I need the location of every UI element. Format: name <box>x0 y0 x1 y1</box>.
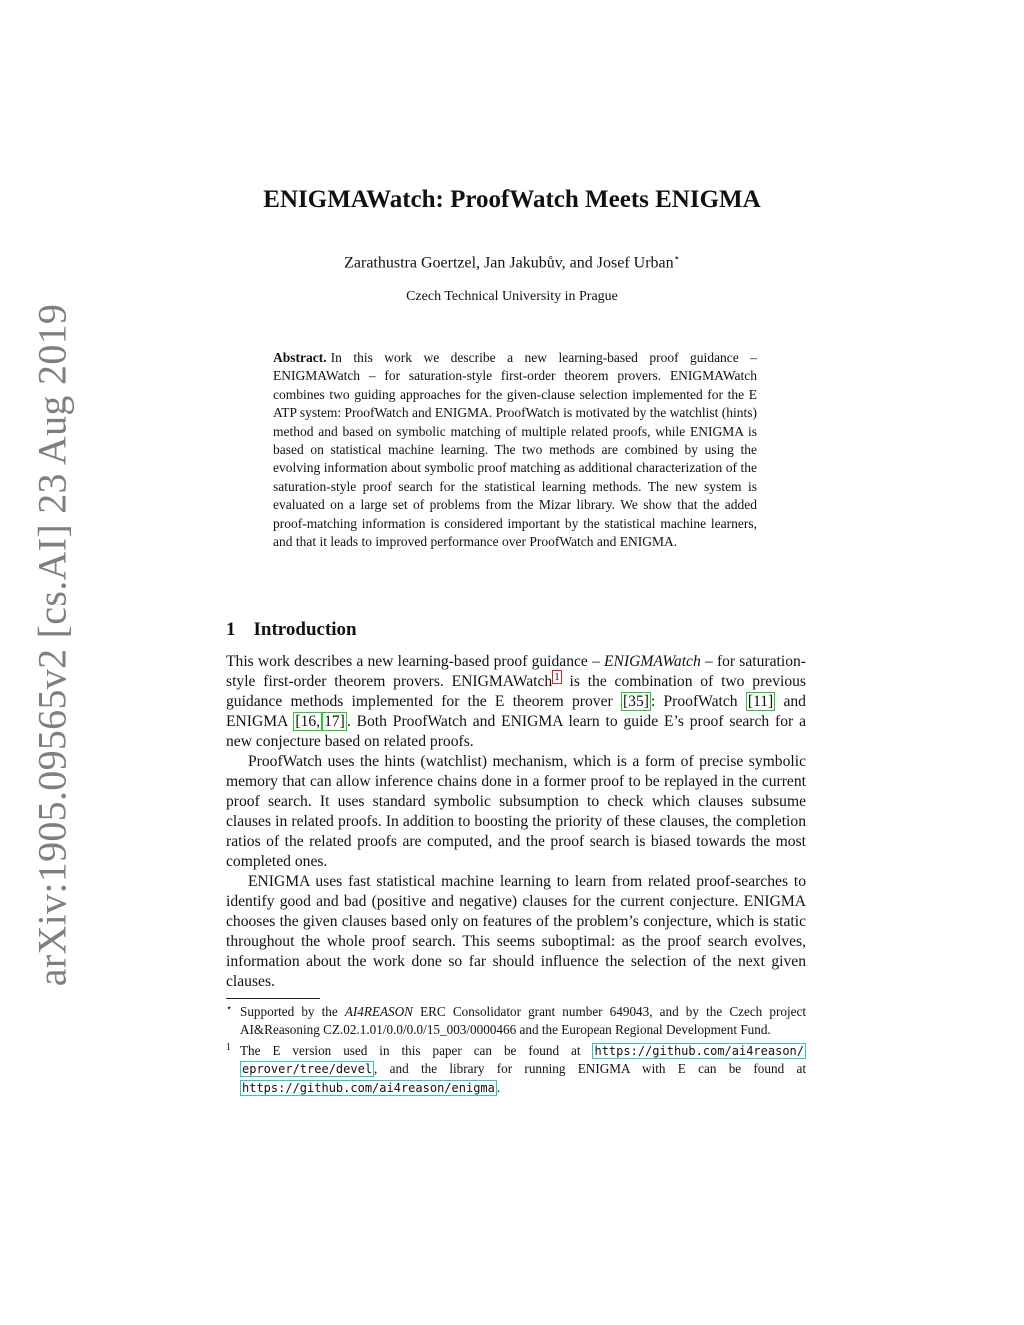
abstract-label: Abstract. <box>273 350 327 365</box>
text-run: is the combination of two previous guidance methods implemented for the E theorem prover <box>226 673 806 710</box>
italic-term: AI4REASON <box>344 1004 413 1019</box>
text-run: This work describes a new learning-based proof guidance – <box>226 653 605 670</box>
arxiv-stamp: arXiv:1905.09565v2 [cs.AI] 23 Aug 2019 <box>29 303 75 987</box>
text-run: and ENIGMA <box>226 693 806 730</box>
text-run: . <box>496 1079 501 1095</box>
url-link[interactable]: eprover/tree/devel <box>242 1062 373 1077</box>
footnotes <box>226 1003 806 1099</box>
text-run: . Both ProofWatch and ENIGMA learn to guide E’s proof search for a new conjecture based on related proofs. <box>226 713 807 750</box>
paragraph-1 <box>226 652 806 752</box>
paragraph-3: ENIGMA uses fast statistical machine learning to learn from related proof-searches to identify good and bad (positive and negative) clauses for the current conjecture. ENIGMA chooses the given clauses based only on features of the problem’s conjecture, which is static throughout the whole proof search. This seems suboptimal: as the proof search evolves, information about the work done so far should influence the selection of the next given clauses. <box>226 873 806 990</box>
abstract <box>273 349 757 551</box>
footnote-text <box>240 1042 806 1097</box>
text-run: ERC Consolidator grant number 649043, and by the Czech project AI&Reasoning CZ.02.1.01/0.0/0.0/15_003/0000466 and the European Regional Development Fund. <box>240 1004 806 1038</box>
abstract-text: In this work we describe a new learning-based proof guidance – ENIGMAWatch – for saturation-style first-order theorem provers. ENIGMAWatch combines two guiding approaches for the given-clause selection implemented for the E ATP system: ProofWatch and ENIGMA. ProofWatch is motivated by the watchlist (hints) method and based on symbolic matching of multiple related proofs, while ENIGMA is based on statistical machine learning. The two methods are combined by using the evolving information about symbolic proof matching as additional characterization of the saturation-style proof search for the statistical learning methods. The new system is evaluated on a large set of problems from the Mizar library. We show that the added proof-matching information is considered important by the statistical machine learners, and that it leads to improved performance over ProofWatch and ENIGMA. <box>273 350 758 550</box>
text-run: – for saturation-style first-order theorem provers. ENIGMAWatch <box>226 653 806 690</box>
affiliation: Czech Technical University in Prague <box>406 289 618 304</box>
citation-link[interactable]: 17] <box>324 713 345 730</box>
paper-title: ENIGMAWatch: ProofWatch Meets ENIGMA <box>263 186 761 213</box>
section-heading <box>226 619 357 641</box>
section-title: Introduction <box>253 619 357 640</box>
footnote-1 <box>226 1042 806 1097</box>
authors-names: Zarathustra Goertzel, Jan Jakubův, and Josef Urban <box>344 254 674 272</box>
footnote-text <box>240 1003 806 1040</box>
footnote-rule <box>226 998 320 999</box>
text-run: : ProofWatch <box>650 693 746 710</box>
authors <box>0 253 1024 272</box>
url-link[interactable]: https://github.com/ai4reason/enigma <box>242 1080 495 1095</box>
footnote-mark: ⋆ <box>226 1003 233 1014</box>
footnote-mark: 1 <box>226 1041 231 1053</box>
footnote-link[interactable]: 1 <box>554 670 560 683</box>
italic-term: ENIGMAWatch <box>604 653 701 670</box>
body-text <box>226 652 806 992</box>
text-run: Supported by the <box>240 1004 345 1019</box>
url-link[interactable]: https://github.com/ai4reason/ <box>594 1043 804 1058</box>
citation-link[interactable]: [16, <box>295 713 321 730</box>
text-run: , and the library for running ENIGMA with E can be found at <box>374 1061 806 1077</box>
citation-link[interactable]: [11] <box>747 693 774 710</box>
section-number: 1 <box>226 619 236 640</box>
citation-link[interactable]: [35] <box>622 693 649 710</box>
text-run: The E version used in this paper can be found at <box>240 1042 593 1058</box>
authors-footnote-mark[interactable]: ⋆ <box>673 253 680 264</box>
paragraph-2: ProofWatch uses the hints (watchlist) mechanism, which is a form of precise symbolic memory that can allow inference chains done in a former proof to be replayed in the current proof search. It uses standard symbolic subsumption to check which clauses subsume clauses in related proofs. In addition to boosting the priority of these clauses, the completion ratios of the related proofs are computed, and the proof search is biased towards the most completed ones. <box>226 753 806 870</box>
footnote-star <box>226 1003 806 1040</box>
